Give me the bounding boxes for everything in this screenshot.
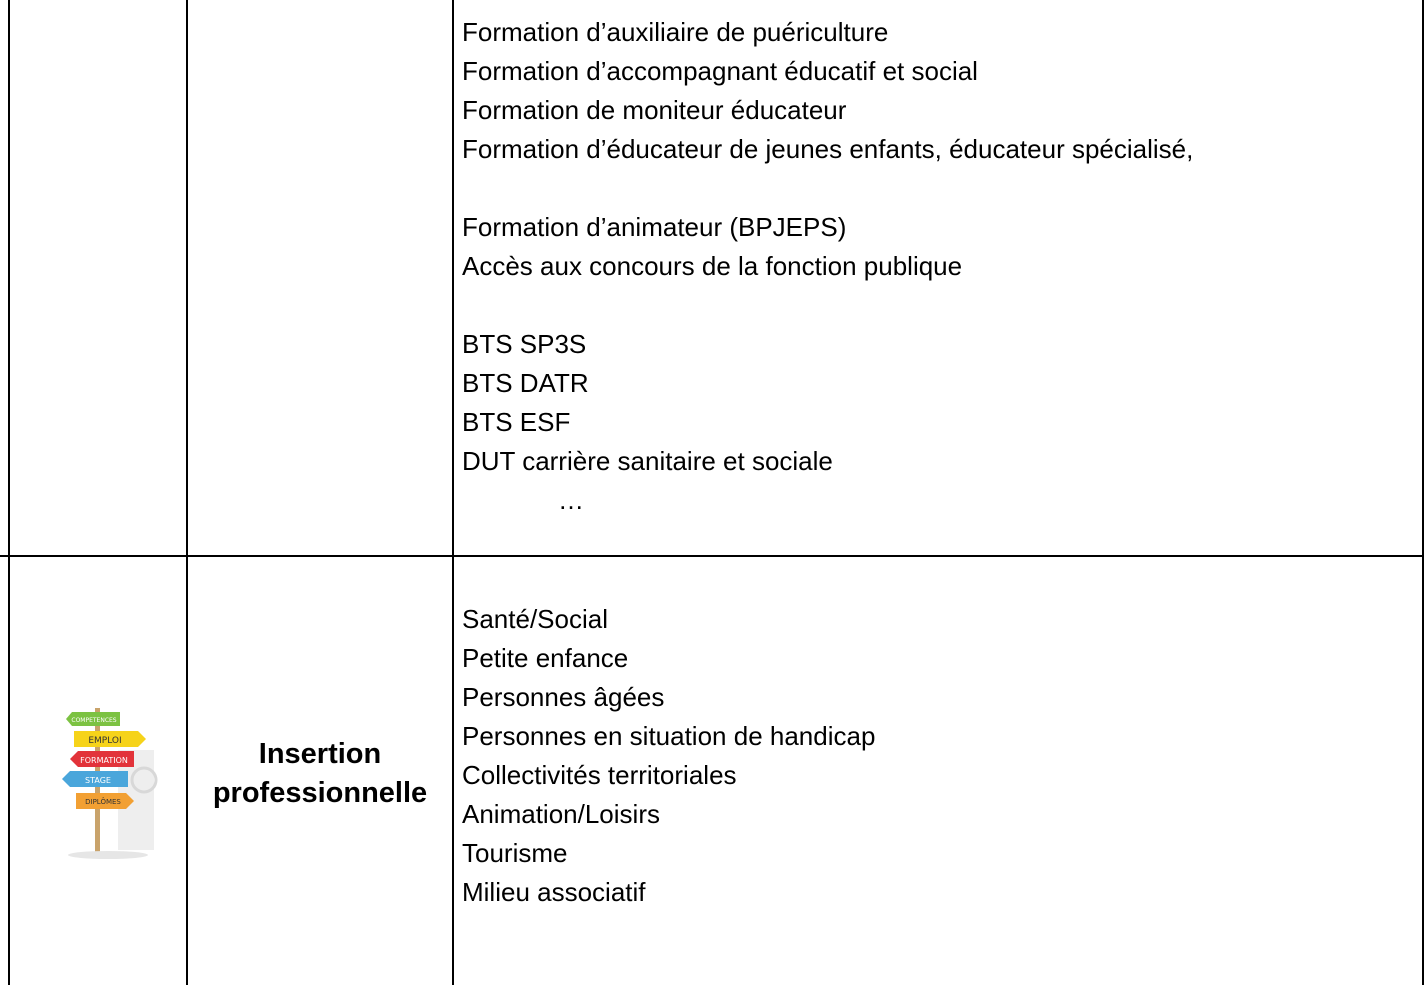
- list-item: Formation de moniteur éducateur: [462, 95, 847, 125]
- table-row-divider: [0, 555, 1424, 557]
- ellipsis: …: [558, 485, 584, 515]
- list-item: Formation d’éducateur de jeunes enfants, éducateur spécialisé,: [462, 134, 1194, 164]
- list-item: Accès aux concours de la fonction publique: [462, 251, 963, 281]
- spacer: [462, 286, 1193, 325]
- section-title: [188, 735, 452, 813]
- signpost-label-4: STAGE: [85, 776, 111, 785]
- signpost-label-1: COMPETENCES: [71, 717, 117, 724]
- list-item: Milieu associatif: [462, 877, 646, 907]
- list-item: BTS SP3S: [462, 329, 587, 359]
- list-item: Personnes âgées: [462, 682, 665, 712]
- table-border-left: [8, 0, 10, 985]
- list-item: Collectivités territoriales: [462, 760, 737, 790]
- section-title-line2: professionnelle: [212, 777, 428, 809]
- signpost-icon: [58, 700, 158, 860]
- list-item: Formation d’auxiliaire de puériculture: [462, 17, 889, 47]
- spacer: [462, 169, 1193, 208]
- list-item: Santé/Social: [462, 604, 608, 634]
- list-item: Formation d’animateur (BPJEPS): [462, 212, 847, 242]
- list-item: Animation/Loisirs: [462, 799, 660, 829]
- list-item: Personnes en situation de handicap: [462, 721, 876, 751]
- signpost-label-2: EMPLOI: [88, 736, 122, 746]
- list-item: Tourisme: [462, 838, 568, 868]
- bottom-row-content: [462, 600, 875, 912]
- top-row-content: [462, 13, 1193, 520]
- table-border-col1: [186, 0, 188, 985]
- table-border-col2: [452, 0, 454, 985]
- list-item: Petite enfance: [462, 643, 629, 673]
- list-item: BTS DATR: [462, 368, 589, 398]
- list-item: BTS ESF: [462, 407, 571, 437]
- list-item: Formation d’accompagnant éducatif et social: [462, 56, 978, 86]
- section-title-line1: Insertion: [258, 738, 382, 770]
- signpost-label-5: DIPLÔMES: [85, 798, 121, 806]
- signpost-label-3: FORMATION: [80, 756, 128, 765]
- list-item: DUT carrière sanitaire et sociale: [462, 446, 833, 476]
